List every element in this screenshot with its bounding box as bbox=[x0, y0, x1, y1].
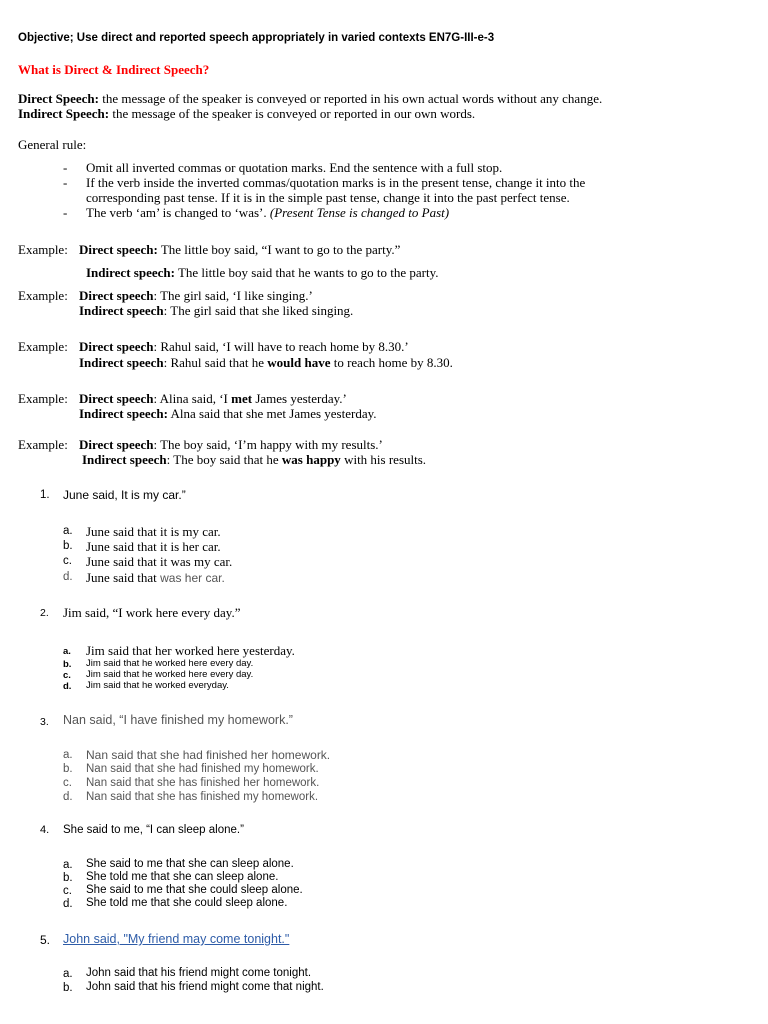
option-letter: b. bbox=[63, 540, 73, 552]
option-text: Nan said that she had finished her homework. bbox=[86, 748, 331, 762]
option-text: She told me that she can sleep alone. bbox=[86, 871, 279, 883]
option-text: Nan said that she had finished my homework. bbox=[86, 763, 319, 775]
option-text: June said that it was my car. bbox=[86, 554, 233, 569]
example-5-direct bbox=[79, 437, 383, 453]
indirect-text: : The girl said that she liked singing. bbox=[163, 303, 354, 318]
option-letter: d. bbox=[63, 898, 73, 910]
option-text: Nan said that she has finished my homework. bbox=[86, 791, 319, 803]
example-label: Example: bbox=[18, 242, 68, 257]
option-text: Jim said that he worked everyday. bbox=[86, 680, 229, 691]
option-text: June said that it is her car. bbox=[86, 539, 221, 554]
option-letter: c. bbox=[63, 777, 72, 789]
example-4-indirect bbox=[79, 406, 377, 422]
example-label: Example: bbox=[18, 339, 68, 354]
indirect-label: Indirect speech bbox=[79, 355, 164, 370]
option-text: She said to me that she can sleep alone. bbox=[86, 858, 294, 870]
option-letter: a. bbox=[63, 646, 71, 657]
example-5-indirect bbox=[82, 452, 426, 468]
example-2-direct bbox=[79, 288, 313, 304]
option-text-end: was her car. bbox=[156, 571, 225, 585]
option-letter: a. bbox=[63, 749, 73, 761]
direct-label: Direct speech bbox=[79, 288, 154, 303]
option-letter: a. bbox=[63, 525, 73, 537]
question-number: 1. bbox=[40, 489, 50, 501]
general-rule-heading: General rule: bbox=[18, 137, 87, 152]
direct-text: : The girl said, ‘I like singing.’ bbox=[153, 288, 313, 303]
rule-2-line-1: If the verb inside the inverted commas/quotation marks is in the present tense, change it into the bbox=[86, 175, 586, 190]
question-number: 4. bbox=[40, 824, 50, 836]
question-3-prompt: Nan said, “I have finished my homework.” bbox=[63, 713, 293, 727]
objective-line: Objective; Use direct and reported speech appropriately in varied contexts EN7G-III-e-3 bbox=[18, 32, 495, 44]
option-text: She told me that she could sleep alone. bbox=[86, 897, 288, 909]
option-text: John said that his friend might come tonight. bbox=[86, 967, 312, 979]
option-text: Nan said that she has finished her homework. bbox=[86, 777, 320, 789]
direct-speech-text: the message of the speaker is conveyed or reported in his own actual words without any change. bbox=[98, 91, 603, 106]
direct-label: Direct speech bbox=[79, 339, 154, 354]
rule-bullet: - bbox=[63, 205, 68, 220]
option-letter: a. bbox=[63, 968, 73, 980]
example-3-direct bbox=[79, 339, 409, 355]
direct-label: Direct speech bbox=[79, 437, 154, 452]
rule-3-text: The verb ‘am’ is changed to ‘was’. bbox=[86, 205, 270, 220]
option-text: Jim said that he worked here every day. bbox=[86, 658, 254, 669]
indirect-label: Indirect speech: bbox=[79, 406, 168, 421]
option-letter: b. bbox=[63, 763, 73, 775]
indirect-text: The little boy said that he wants to go to the party. bbox=[174, 265, 439, 280]
option-text bbox=[86, 569, 225, 587]
question-number: 2. bbox=[40, 607, 49, 619]
option-letter: b. bbox=[63, 872, 73, 884]
question-4-prompt: She said to me, “I can sleep alone.” bbox=[63, 824, 244, 836]
direct-speech-definition bbox=[18, 91, 602, 107]
option-letter: b. bbox=[63, 982, 73, 994]
page-title: What is Direct & Indirect Speech? bbox=[18, 62, 210, 77]
question-number: 3. bbox=[40, 716, 49, 728]
example-1-indirect bbox=[86, 265, 439, 281]
indirect-label: Indirect speech bbox=[79, 303, 164, 318]
rule-3-note: (Present Tense is changed to Past) bbox=[269, 205, 450, 220]
direct-text: : Rahul said, ‘I will have to reach home by 8.30.’ bbox=[153, 339, 409, 354]
example-label: Example: bbox=[18, 437, 68, 452]
option-text: John said that his friend might come that night. bbox=[86, 981, 324, 993]
indirect-emphasis: would have bbox=[267, 355, 331, 370]
option-text: She said to me that she could sleep alone. bbox=[86, 884, 303, 896]
rule-2-line-2: corresponding past tense. If it is in the simple past tense, change it into the past perfect tense. bbox=[86, 190, 570, 205]
direct-label: Direct speech bbox=[79, 391, 154, 406]
option-letter: d. bbox=[63, 571, 73, 583]
option-letter: a. bbox=[63, 859, 73, 871]
option-letter: c. bbox=[63, 555, 72, 567]
option-letter: b. bbox=[63, 659, 72, 670]
direct-text: : The boy said, ‘I’m happy with my results.’ bbox=[153, 437, 383, 452]
rule-3 bbox=[86, 205, 449, 221]
example-3-indirect bbox=[79, 355, 453, 371]
indirect-text: : The boy said that he bbox=[166, 452, 282, 467]
option-letter: c. bbox=[63, 885, 72, 897]
question-2-prompt: Jim said, “I work here every day.” bbox=[63, 605, 241, 620]
indirect-speech-definition bbox=[18, 106, 475, 122]
option-letter: d. bbox=[63, 681, 72, 692]
option-letter: c. bbox=[63, 670, 71, 681]
direct-text-end: James yesterday.’ bbox=[252, 391, 347, 406]
rule-1: Omit all inverted commas or quotation marks. End the sentence with a full stop. bbox=[86, 160, 503, 175]
example-2-indirect bbox=[79, 303, 353, 319]
option-text-start: June said that bbox=[86, 570, 157, 585]
direct-text: : Alina said, ‘I bbox=[153, 391, 232, 406]
direct-speech-term: Direct Speech: bbox=[18, 91, 99, 106]
indirect-text-end: to reach home by 8.30. bbox=[330, 355, 453, 370]
option-text: Jim said that he worked here every day. bbox=[86, 669, 254, 680]
option-text: June said that it is my car. bbox=[86, 524, 221, 539]
indirect-text: : Rahul said that he bbox=[163, 355, 268, 370]
indirect-speech-text: the message of the speaker is conveyed or reported in our own words. bbox=[109, 106, 476, 121]
indirect-label: Indirect speech bbox=[82, 452, 167, 467]
indirect-text-end: with his results. bbox=[340, 452, 427, 467]
rule-bullet: - bbox=[63, 160, 68, 175]
direct-emphasis: met bbox=[231, 391, 253, 406]
example-label: Example: bbox=[18, 288, 68, 303]
question-5-prompt-link[interactable]: John said, "My friend may come tonight." bbox=[63, 932, 290, 946]
indirect-text: Alna said that she met James yesterday. bbox=[167, 406, 377, 421]
direct-label: Direct speech: bbox=[79, 242, 158, 257]
question-1-prompt: June said, It is my car.” bbox=[63, 488, 186, 502]
rule-bullet: - bbox=[63, 175, 68, 190]
indirect-speech-term: Indirect Speech: bbox=[18, 106, 110, 121]
option-text: Jim said that her worked here yesterday. bbox=[86, 643, 295, 658]
direct-text: The little boy said, “I want to go to the party.” bbox=[157, 242, 401, 257]
indirect-label: Indirect speech: bbox=[86, 265, 175, 280]
question-number: 5. bbox=[40, 933, 51, 947]
example-1-direct bbox=[79, 242, 400, 258]
indirect-emphasis: was happy bbox=[281, 452, 341, 467]
example-label: Example: bbox=[18, 391, 68, 406]
example-4-direct bbox=[79, 391, 347, 407]
option-letter: d. bbox=[63, 791, 73, 803]
